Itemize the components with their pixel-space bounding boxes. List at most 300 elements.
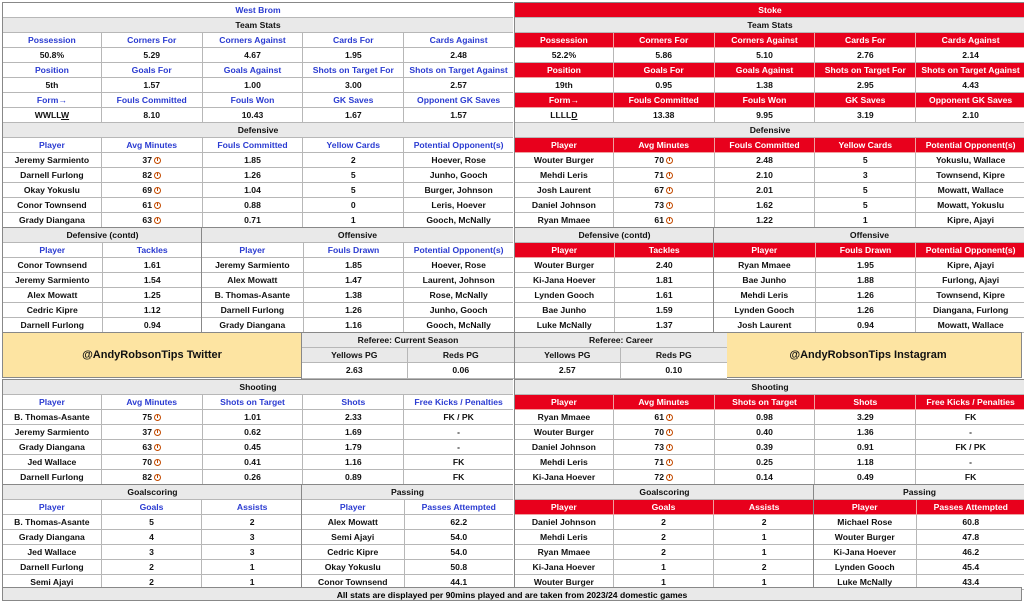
table-cell: Townsend, Kipre bbox=[916, 288, 1024, 303]
table-cell: Hoever, Rose bbox=[404, 258, 513, 273]
away-team-title: Stoke bbox=[515, 3, 1024, 18]
instagram-handle[interactable]: @AndyRobsonTips Instagram bbox=[714, 332, 1022, 378]
set-pieces: - bbox=[404, 425, 513, 440]
referee-current-season bbox=[301, 332, 514, 379]
opponents: Leris, Hoever bbox=[404, 198, 513, 213]
column-header: Potential Opponent(s) bbox=[404, 138, 513, 153]
table-cell: 3 bbox=[102, 545, 203, 560]
player-name: Daniel Johnson bbox=[515, 198, 614, 213]
opponents: Junho, Gooch bbox=[404, 168, 513, 183]
table-row bbox=[515, 470, 1024, 485]
table-cell: 0.14 bbox=[715, 470, 816, 485]
column-header: Tackles bbox=[103, 243, 203, 258]
section-heading: Defensive bbox=[515, 123, 1024, 138]
opponents: Gooch, McNally bbox=[404, 213, 513, 228]
table-row bbox=[3, 560, 302, 575]
referee-value: 0.10 bbox=[621, 363, 728, 379]
table-row bbox=[202, 258, 513, 273]
table-row bbox=[202, 243, 513, 258]
column-header: Player bbox=[515, 243, 615, 258]
table-cell: 0.91 bbox=[815, 440, 916, 455]
home-goalscoring bbox=[2, 484, 302, 590]
table-row bbox=[3, 18, 513, 33]
table-row bbox=[3, 425, 513, 440]
table-row bbox=[3, 93, 513, 108]
table-cell: 0.94 bbox=[816, 318, 917, 333]
stat-label: Cards For bbox=[303, 33, 404, 48]
player-name: Ki-Jana Hoever bbox=[515, 470, 614, 485]
section-heading: Shooting bbox=[515, 380, 1024, 395]
player-name: Semi Ajayi bbox=[3, 575, 102, 590]
stat-label: Shots on Target Against bbox=[916, 63, 1024, 78]
table-row bbox=[714, 228, 1024, 243]
column-header: Avg Minutes bbox=[102, 138, 203, 153]
player-name: Lynden Gooch bbox=[515, 288, 615, 303]
stat-label: Cards Against bbox=[916, 33, 1024, 48]
stopwatch-icon bbox=[154, 429, 161, 436]
player-name: Ki-Jana Hoever bbox=[515, 560, 614, 575]
table-row bbox=[814, 560, 1024, 575]
player-name: Darnell Furlong bbox=[202, 303, 304, 318]
table-cell: 0.39 bbox=[715, 440, 816, 455]
table-row bbox=[3, 3, 513, 18]
set-pieces: FK bbox=[404, 455, 513, 470]
table-cell: 1.54 bbox=[103, 273, 203, 288]
column-header: Avg Minutes bbox=[614, 138, 715, 153]
player-name: Grady Diangana bbox=[3, 530, 102, 545]
table-cell: 3 bbox=[202, 530, 302, 545]
table-row bbox=[3, 138, 513, 153]
table-row bbox=[3, 48, 513, 63]
stat-value: 1.57 bbox=[102, 78, 203, 93]
player-name: Mehdi Leris bbox=[515, 168, 614, 183]
avg-minutes: 71 bbox=[614, 168, 715, 183]
table-cell: 2 bbox=[614, 515, 715, 530]
table-cell: 2 bbox=[614, 545, 715, 560]
table-cell: 1 bbox=[303, 213, 404, 228]
referee-value: 2.63 bbox=[302, 363, 408, 379]
stat-label: Shots on Target Against bbox=[404, 63, 513, 78]
section-heading: Offensive bbox=[714, 228, 1024, 243]
table-row bbox=[3, 485, 302, 500]
stat-label: Fouls Committed bbox=[102, 93, 203, 108]
player-name: Alex Mowatt bbox=[3, 288, 103, 303]
player-name: Ryan Mmaee bbox=[515, 410, 614, 425]
table-row bbox=[302, 363, 514, 379]
table-cell: 2 bbox=[102, 575, 203, 590]
table-cell: 0.98 bbox=[715, 410, 816, 425]
table-cell: 1.04 bbox=[203, 183, 304, 198]
stat-value: 5.29 bbox=[102, 48, 203, 63]
player-name: Conor Townsend bbox=[3, 198, 102, 213]
stopwatch-icon bbox=[154, 444, 161, 451]
table-row bbox=[515, 198, 1024, 213]
column-header: Shots on Target bbox=[715, 395, 816, 410]
table-row bbox=[515, 48, 1024, 63]
player-name: Daniel Johnson bbox=[515, 440, 614, 455]
stat-value: 1.38 bbox=[715, 78, 816, 93]
table-row bbox=[515, 78, 1024, 93]
column-header: Free Kicks / Penalties bbox=[404, 395, 513, 410]
table-cell: 2 bbox=[202, 515, 302, 530]
table-row bbox=[515, 63, 1024, 78]
table-cell: 1.59 bbox=[615, 303, 715, 318]
player-name: Lynden Gooch bbox=[714, 303, 816, 318]
table-cell: 1.36 bbox=[815, 425, 916, 440]
stopwatch-icon bbox=[666, 172, 673, 179]
column-header: Player bbox=[515, 500, 614, 515]
table-row bbox=[515, 485, 814, 500]
table-row bbox=[515, 500, 814, 515]
table-row bbox=[814, 515, 1024, 530]
stat-label: Corners For bbox=[102, 33, 203, 48]
table-row bbox=[3, 455, 513, 470]
stat-label: Corners Against bbox=[715, 33, 816, 48]
footer-note: All stats are displayed per 90mins played and are taken from 2023/24 domestic games bbox=[2, 587, 1022, 601]
avg-minutes: 63 bbox=[102, 440, 203, 455]
table-row bbox=[202, 318, 513, 333]
table-row bbox=[515, 168, 1024, 183]
table-row bbox=[714, 318, 1024, 333]
stopwatch-icon bbox=[666, 429, 673, 436]
column-header: Assists bbox=[202, 500, 302, 515]
section-heading: Defensive (contd) bbox=[3, 228, 202, 243]
table-row bbox=[302, 545, 513, 560]
section-heading: Passing bbox=[814, 485, 1024, 500]
column-header: Reds PG bbox=[408, 348, 515, 363]
home-team-title: West Brom bbox=[3, 3, 513, 18]
column-header: Passes Attempted bbox=[917, 500, 1024, 515]
table-cell: 4 bbox=[102, 530, 203, 545]
column-header: Player bbox=[714, 243, 816, 258]
table-cell: 2.48 bbox=[715, 153, 816, 168]
table-row bbox=[714, 273, 1024, 288]
stopwatch-icon bbox=[666, 459, 673, 466]
stat-value: 2.14 bbox=[916, 48, 1024, 63]
table-cell: 1 bbox=[714, 575, 814, 590]
column-header: Potential Opponent(s) bbox=[916, 138, 1024, 153]
table-row bbox=[714, 258, 1024, 273]
table-row bbox=[515, 288, 714, 303]
away-defensive-contd bbox=[514, 227, 714, 333]
player-name: Conor Townsend bbox=[3, 258, 103, 273]
player-name: Jeremy Sarmiento bbox=[3, 273, 103, 288]
player-name: Ki-Jana Hoever bbox=[814, 545, 917, 560]
column-header: Avg Minutes bbox=[614, 395, 715, 410]
table-cell: 0 bbox=[303, 198, 404, 213]
table-row bbox=[515, 228, 714, 243]
table-cell: 60.8 bbox=[917, 515, 1024, 530]
away-passing bbox=[813, 484, 1024, 590]
table-cell: 46.2 bbox=[917, 545, 1024, 560]
player-name: Cedric Kipre bbox=[302, 545, 405, 560]
player-name: Wouter Burger bbox=[515, 425, 614, 440]
player-name: Darnell Furlong bbox=[3, 470, 102, 485]
stopwatch-icon bbox=[666, 414, 673, 421]
player-name: Alex Mowatt bbox=[302, 515, 405, 530]
table-cell: 54.0 bbox=[405, 530, 513, 545]
column-header: Player bbox=[302, 500, 405, 515]
set-pieces: - bbox=[916, 425, 1024, 440]
stat-label: Possession bbox=[3, 33, 102, 48]
section-heading: Offensive bbox=[202, 228, 513, 243]
away-goalscoring bbox=[514, 484, 814, 590]
table-cell: 2 bbox=[614, 530, 715, 545]
table-cell: 1.25 bbox=[103, 288, 203, 303]
stat-label: Form→ bbox=[515, 93, 614, 108]
stat-value: 10.43 bbox=[203, 108, 304, 123]
player-name: Jed Wallace bbox=[3, 455, 102, 470]
column-header: Shots bbox=[303, 395, 404, 410]
table-row bbox=[515, 545, 814, 560]
table-row bbox=[515, 425, 1024, 440]
stat-value: 5.10 bbox=[715, 48, 816, 63]
set-pieces: FK / PK bbox=[404, 410, 513, 425]
table-cell: 1.26 bbox=[304, 303, 405, 318]
player-name: Darnell Furlong bbox=[3, 318, 103, 333]
column-header: Potential Opponent(s) bbox=[404, 243, 513, 258]
table-row bbox=[3, 380, 513, 395]
table-row bbox=[814, 530, 1024, 545]
set-pieces: FK bbox=[404, 470, 513, 485]
player-name: Jeremy Sarmiento bbox=[3, 425, 102, 440]
table-row bbox=[3, 288, 202, 303]
table-row bbox=[302, 560, 513, 575]
table-row bbox=[3, 243, 202, 258]
stat-label: Possession bbox=[515, 33, 614, 48]
avg-minutes: 70 bbox=[102, 455, 203, 470]
table-row bbox=[515, 303, 714, 318]
table-cell: 0.40 bbox=[715, 425, 816, 440]
player-name: Okay Yokuslu bbox=[302, 560, 405, 575]
table-row bbox=[515, 395, 1024, 410]
player-name: Ki-Jana Hoever bbox=[515, 273, 615, 288]
table-cell: 1 bbox=[202, 575, 302, 590]
referee-value: 0.06 bbox=[408, 363, 515, 379]
stat-value: 1.95 bbox=[303, 48, 404, 63]
table-row bbox=[302, 333, 514, 348]
table-cell: Mowatt, Wallace bbox=[916, 318, 1024, 333]
column-header: Yellow Cards bbox=[815, 138, 916, 153]
section-heading: Goalscoring bbox=[3, 485, 302, 500]
table-cell: Rose, McNally bbox=[404, 288, 513, 303]
table-row bbox=[3, 63, 513, 78]
table-row bbox=[202, 228, 513, 243]
home-defensive-contd bbox=[2, 227, 202, 333]
player-name: Cedric Kipre bbox=[3, 303, 103, 318]
table-row bbox=[814, 545, 1024, 560]
column-header: Player bbox=[515, 395, 614, 410]
table-row bbox=[515, 273, 714, 288]
table-cell: 1.88 bbox=[816, 273, 917, 288]
column-header: Fouls Drawn bbox=[816, 243, 917, 258]
stopwatch-icon bbox=[666, 217, 673, 224]
column-header: Fouls Committed bbox=[203, 138, 304, 153]
player-name: Josh Laurent bbox=[714, 318, 816, 333]
table-row bbox=[515, 3, 1024, 18]
table-cell: 0.94 bbox=[103, 318, 203, 333]
column-header: Player bbox=[515, 138, 614, 153]
table-row bbox=[302, 500, 513, 515]
table-row bbox=[515, 258, 714, 273]
player-name: Luke McNally bbox=[515, 318, 615, 333]
stat-label: Cards For bbox=[815, 33, 916, 48]
stat-value: 2.95 bbox=[815, 78, 916, 93]
player-name: Bae Junho bbox=[714, 273, 816, 288]
avg-minutes: 61 bbox=[614, 213, 715, 228]
avg-minutes: 82 bbox=[102, 168, 203, 183]
table-cell: 1.61 bbox=[615, 288, 715, 303]
table-row bbox=[515, 455, 1024, 470]
away-offensive bbox=[713, 227, 1024, 333]
column-header: Free Kicks / Penalties bbox=[916, 395, 1024, 410]
table-cell: 1.38 bbox=[304, 288, 405, 303]
stat-value: 5th bbox=[3, 78, 102, 93]
table-cell: 2 bbox=[714, 560, 814, 575]
table-cell: 5 bbox=[815, 198, 916, 213]
opponents: Townsend, Kipre bbox=[916, 168, 1024, 183]
section-heading: Team Stats bbox=[3, 18, 513, 33]
column-header: Fouls Committed bbox=[715, 138, 816, 153]
avg-minutes: 73 bbox=[614, 440, 715, 455]
column-header: Shots on Target bbox=[203, 395, 304, 410]
player-name: Alex Mowatt bbox=[202, 273, 304, 288]
table-cell: 2.10 bbox=[715, 168, 816, 183]
table-cell: 1.61 bbox=[103, 258, 203, 273]
form-value: LLLLD bbox=[515, 108, 614, 123]
table-row bbox=[515, 183, 1024, 198]
player-name: B. Thomas-Asante bbox=[202, 288, 304, 303]
table-row bbox=[515, 515, 814, 530]
away-shooting bbox=[514, 379, 1024, 485]
table-cell: 3 bbox=[202, 545, 302, 560]
stat-label: Cards Against bbox=[404, 33, 513, 48]
table-row bbox=[3, 123, 513, 138]
stopwatch-icon bbox=[666, 157, 673, 164]
table-cell: 1.47 bbox=[304, 273, 405, 288]
player-name: Jed Wallace bbox=[3, 545, 102, 560]
table-row bbox=[3, 395, 513, 410]
table-cell: 1 bbox=[815, 213, 916, 228]
player-name: Michael Rose bbox=[814, 515, 917, 530]
stat-value: 2.48 bbox=[404, 48, 513, 63]
column-header: Goals bbox=[614, 500, 715, 515]
player-name: Wouter Burger bbox=[515, 258, 615, 273]
table-cell: 0.26 bbox=[203, 470, 304, 485]
table-row bbox=[714, 243, 1024, 258]
table-row bbox=[302, 515, 513, 530]
opponents: Burger, Johnson bbox=[404, 183, 513, 198]
column-header: Player bbox=[202, 243, 304, 258]
table-cell: 1.79 bbox=[303, 440, 404, 455]
table-cell: 1.01 bbox=[203, 410, 304, 425]
table-cell: 1.62 bbox=[715, 198, 816, 213]
player-name: Luke McNally bbox=[814, 575, 917, 590]
column-header: Goals bbox=[102, 500, 203, 515]
section-heading: Goalscoring bbox=[515, 485, 814, 500]
table-row bbox=[3, 318, 202, 333]
form-value: WWLLW bbox=[3, 108, 102, 123]
table-cell: 1.18 bbox=[815, 455, 916, 470]
set-pieces: - bbox=[404, 440, 513, 455]
table-row bbox=[515, 318, 714, 333]
player-name: Grady Diangana bbox=[3, 440, 102, 455]
table-cell: 1 bbox=[714, 545, 814, 560]
player-name: Wouter Burger bbox=[814, 530, 917, 545]
table-cell: 0.41 bbox=[203, 455, 304, 470]
opponents: Kipre, Ajayi bbox=[916, 213, 1024, 228]
table-cell: 1.69 bbox=[303, 425, 404, 440]
home-shooting bbox=[2, 379, 513, 485]
set-pieces: FK bbox=[916, 470, 1024, 485]
player-name: Lynden Gooch bbox=[814, 560, 917, 575]
table-cell: Laurent, Johnson bbox=[404, 273, 513, 288]
table-cell: 1.95 bbox=[816, 258, 917, 273]
table-row bbox=[3, 530, 302, 545]
table-cell: 5 bbox=[102, 515, 203, 530]
table-cell: 2 bbox=[303, 153, 404, 168]
player-name: Wouter Burger bbox=[515, 575, 614, 590]
table-row bbox=[714, 288, 1024, 303]
table-row bbox=[202, 273, 513, 288]
table-row bbox=[714, 303, 1024, 318]
player-name: Mehdi Leris bbox=[515, 530, 614, 545]
table-row bbox=[515, 348, 727, 363]
player-name: Jeremy Sarmiento bbox=[3, 153, 102, 168]
column-header: Yellows PG bbox=[302, 348, 408, 363]
player-name: Conor Townsend bbox=[302, 575, 405, 590]
twitter-handle[interactable]: @AndyRobsonTips Twitter bbox=[2, 332, 302, 378]
table-row bbox=[814, 485, 1024, 500]
home-offensive bbox=[201, 227, 513, 333]
table-cell: 2.40 bbox=[615, 258, 715, 273]
table-row bbox=[302, 485, 513, 500]
stopwatch-icon bbox=[154, 459, 161, 466]
avg-minutes: 73 bbox=[614, 198, 715, 213]
player-name: Ryan Mmaee bbox=[515, 545, 614, 560]
column-header: Player bbox=[3, 138, 102, 153]
player-name: Ryan Mmaee bbox=[714, 258, 816, 273]
player-name: Darnell Furlong bbox=[3, 168, 102, 183]
section-heading: Defensive (contd) bbox=[515, 228, 714, 243]
table-cell: 2 bbox=[714, 515, 814, 530]
stat-label: GK Saves bbox=[303, 93, 404, 108]
set-pieces: FK bbox=[916, 410, 1024, 425]
table-cell: 50.8 bbox=[405, 560, 513, 575]
table-row bbox=[302, 348, 514, 363]
table-cell: 1.26 bbox=[816, 288, 917, 303]
column-header: Player bbox=[814, 500, 917, 515]
stats-sheet bbox=[2, 2, 1022, 603]
table-row bbox=[515, 440, 1024, 455]
player-name: Wouter Burger bbox=[515, 153, 614, 168]
avg-minutes: 72 bbox=[614, 470, 715, 485]
table-cell: 1.26 bbox=[816, 303, 917, 318]
column-header: Player bbox=[3, 243, 103, 258]
column-header: Avg Minutes bbox=[102, 395, 203, 410]
stat-value: 13.38 bbox=[614, 108, 715, 123]
table-cell: 1.12 bbox=[103, 303, 203, 318]
stopwatch-icon bbox=[154, 157, 161, 164]
column-header: Assists bbox=[714, 500, 814, 515]
table-row bbox=[3, 153, 513, 168]
table-cell: Diangana, Furlong bbox=[916, 303, 1024, 318]
table-cell: 3.29 bbox=[815, 410, 916, 425]
table-cell: 0.88 bbox=[203, 198, 304, 213]
table-cell: 1.26 bbox=[203, 168, 304, 183]
stopwatch-icon bbox=[154, 474, 161, 481]
stat-value: 9.95 bbox=[715, 108, 816, 123]
